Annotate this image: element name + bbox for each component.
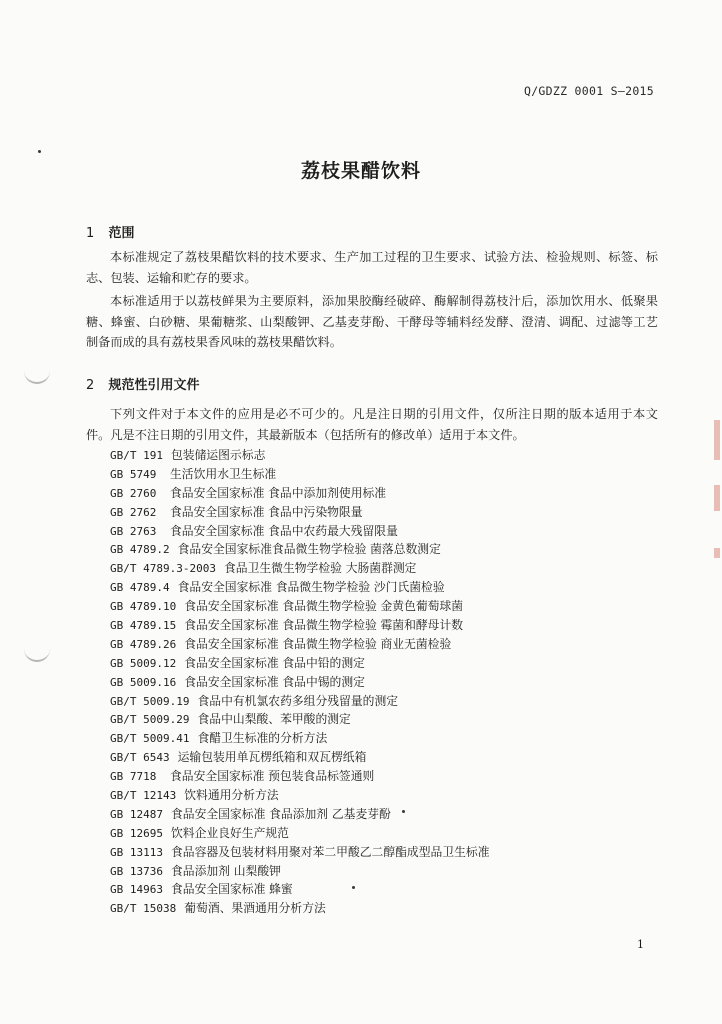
scan-speck: [402, 810, 405, 813]
reference-title: 食品安全国家标准 食品中农药最大残留限量: [170, 523, 398, 538]
reference-title: 食品安全国家标准食品微生物学检验 菌落总数测定: [177, 542, 441, 557]
reference-title: 葡萄酒、果酒通用分析方法: [184, 901, 326, 916]
reference-title: 食品卫生微生物学检验 大肠菌群测定: [223, 561, 417, 576]
reference-item: [110, 843, 670, 862]
punch-hole-mark: [24, 644, 50, 662]
reference-item: [110, 654, 670, 673]
reference-title: 运输包装用单瓦楞纸箱和双瓦楞纸箱: [177, 750, 367, 765]
reference-title: 食品安全国家标准 预包装食品标签通则: [170, 769, 375, 784]
reference-title: 食品添加剂 山梨酸钾: [170, 863, 281, 878]
reference-title: 生活饮用水卫生标准: [170, 466, 277, 481]
reference-item: [110, 862, 670, 881]
reference-item: [110, 635, 670, 654]
edge-stain-mark: [714, 548, 720, 558]
section-title: 规范性引用文件: [108, 378, 200, 393]
reference-title: 食品安全国家标准 食品中污染物限量: [170, 504, 363, 519]
reference-item: [110, 710, 670, 729]
reference-item: [110, 522, 670, 541]
reference-code: GB/T 12143: [110, 789, 177, 803]
reference-item: [110, 673, 670, 692]
reference-code: GB 4789.2: [110, 543, 170, 557]
reference-title: 食品安全国家标准 食品中添加剂使用标准: [170, 485, 387, 500]
reference-code: GB/T 5009.41: [110, 732, 190, 746]
reference-title: 食醋卫生标准的分析方法: [197, 731, 328, 746]
reference-code: GB 13736: [110, 864, 163, 878]
reference-item: [110, 446, 670, 465]
reference-item: [110, 597, 670, 616]
reference-item: [110, 899, 670, 918]
reference-title: 食品中山梨酸、苯甲酸的测定: [197, 712, 351, 727]
scope-paragraph-1: 本标准规定了荔枝果醋饮料的技术要求、生产加工过程的卫生要求、试验方法、检验规则、标签、标志、包装、运输和贮存的要求。: [86, 250, 658, 285]
reference-code: GB 4789.4: [110, 581, 170, 595]
reference-list: [110, 446, 670, 918]
reference-item: [110, 465, 670, 484]
reference-item: [110, 484, 670, 503]
reference-title: 食品中有机氯农药多组分残留量的测定: [197, 693, 399, 708]
document-title: 荔枝果醋饮料: [300, 160, 421, 182]
reference-title: 食品安全国家标准 食品微生物学检验 霉菌和酵母计数: [184, 618, 464, 633]
reference-code: GB 7718: [110, 770, 157, 784]
reference-code: GB 4789.15: [110, 619, 177, 633]
reference-title: 食品安全国家标准 蜂蜜: [170, 882, 293, 897]
reference-title: 食品安全国家标准 食品微生物学检验 金黄色葡萄球菌: [184, 599, 464, 614]
reference-code: GB/T 191: [110, 449, 163, 462]
reference-code: GB 13113: [110, 845, 163, 859]
reference-item: [110, 729, 670, 748]
reference-item: [110, 503, 670, 522]
reference-title: 食品容器及包装材料用聚对苯二甲酸乙二醇酯成型品卫生标准: [170, 844, 490, 859]
reference-title: 饮料通用分析方法: [184, 788, 279, 803]
reference-code: GB 4789.10: [110, 600, 177, 614]
document-code: Q/GDZZ 0001 S—2015: [523, 84, 654, 98]
reference-item: [110, 692, 670, 711]
reference-code: GB 12695: [110, 826, 163, 840]
reference-title: 饮料企业良好生产规范: [170, 825, 289, 840]
reference-title: 食品安全国家标准 食品微生物学检验 商业无菌检验: [184, 636, 452, 651]
section-1-heading: [86, 222, 135, 241]
scan-speck: [38, 150, 41, 153]
reference-code: GB/T 5009.19: [110, 694, 190, 708]
reference-code: GB 2760: [110, 486, 157, 500]
edge-stain-mark: [714, 485, 720, 511]
scan-speck: [352, 886, 355, 889]
reference-title: 食品安全国家标准 食品中锡的测定: [184, 674, 365, 689]
reference-code: GB/T 6543: [110, 751, 170, 765]
reference-item: [110, 540, 670, 559]
reference-title: 食品安全国家标准 食品中铅的测定: [184, 655, 365, 670]
reference-code: GB 2762: [110, 505, 157, 519]
reference-item: [110, 748, 670, 767]
section-number: 1: [86, 226, 95, 241]
reference-item: [110, 578, 670, 597]
reference-code: GB 5749: [110, 467, 157, 481]
reference-item: [110, 824, 670, 843]
reference-item: [110, 880, 670, 899]
reference-item: [110, 616, 670, 635]
reference-code: GB 12487: [110, 807, 163, 821]
reference-item: [110, 786, 670, 805]
reference-code: GB/T 5009.29: [110, 713, 190, 727]
reference-code: GB 5009.12: [110, 656, 177, 670]
page-number: 1: [637, 938, 644, 951]
punch-hole-mark: [24, 366, 50, 384]
reference-title: 食品安全国家标准 食品微生物学检验 沙门氏菌检验: [177, 580, 445, 595]
reference-item: [110, 559, 670, 578]
reference-title: 食品安全国家标准 食品添加剂 乙基麦芽酚: [170, 806, 391, 821]
reference-code: GB 14963: [110, 883, 163, 897]
section-number: 2: [86, 378, 95, 393]
section-2-heading: [86, 374, 200, 393]
section-title: 范围: [108, 226, 135, 241]
reference-code: GB/T 4789.3-2003: [110, 562, 216, 576]
normative-intro-paragraph: 下列文件对于本文件的应用是必不可少的。凡是注日期的引用文件，仅所注日期的版本适用于本文件。凡是不注日期的引用文件，其最新版本（包括所有的修改单）适用于本文件。: [86, 407, 658, 442]
reference-item: [110, 805, 670, 824]
reference-code: GB 4789.26: [110, 637, 177, 651]
reference-code: GB 2763: [110, 524, 157, 538]
reference-title: 包装储运图示标志: [170, 448, 266, 462]
edge-stain-mark: [714, 420, 720, 460]
scope-paragraph-2: 本标准适用于以荔枝鲜果为主要原料，添加果胶酶经破碎、酶解制得荔枝汁后，添加饮用水、低聚果糖、蜂蜜、白砂糖、果葡糖浆、山梨酸钾、乙基麦芽酚、干酵母等辅料经发酵、澄清、调配、过滤等工艺制备而成的具有荔枝果香风味的荔枝果醋饮料。: [86, 294, 658, 349]
reference-item: [110, 767, 670, 786]
reference-code: GB/T 15038: [110, 902, 177, 916]
reference-code: GB 5009.16: [110, 675, 177, 689]
